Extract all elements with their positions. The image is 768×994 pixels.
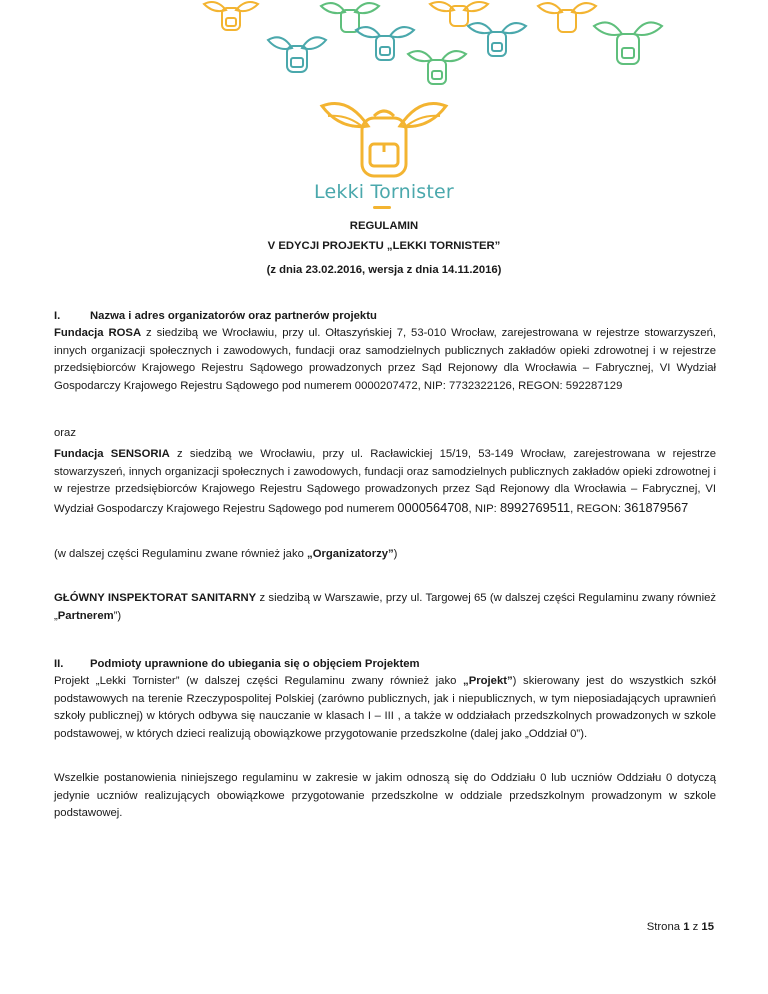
paragraph-org2 xyxy=(54,446,716,518)
section-number: II. xyxy=(54,658,64,670)
flying-backpack-icon xyxy=(196,0,266,40)
flying-backpack-icon xyxy=(462,16,532,72)
section-number: I. xyxy=(54,310,61,322)
section-heading xyxy=(54,658,420,670)
lekki-tornister-logo-icon xyxy=(318,100,450,184)
defined-term: „Organizatorzy” xyxy=(307,548,394,560)
section-title: Podmioty uprawnione do ubiegania się o objęciem Projektem xyxy=(90,658,420,670)
paragraph-partner xyxy=(54,590,716,625)
section-title: Nazwa i adres organizatorów oraz partnerów projektu xyxy=(90,310,377,322)
nip-number: 8992769511 xyxy=(499,499,571,515)
section-heading xyxy=(54,310,377,322)
paragraph-project xyxy=(54,673,716,743)
organizers-text: (w dalszej części Regulaminu zwane również jako xyxy=(54,548,308,560)
regon-label: , REGON: xyxy=(570,502,625,515)
krs-number: 0000564708 xyxy=(397,499,469,515)
org-description: z siedzibą we Wrocławiu, przy ul. Ołtaszyńskiej 7, 53-010 Wrocław, zarejestrowana w rejestrze stowarzyszeń, innych organizacji społecznych i zawodowych, fundacji oraz samodzielnych publicznych zakładów opieki zdrowotnej i w rejestrze przedsiębiorców Krajowego Rejestru Sądowego prowadzonych przez Sąd Rejonowy dla Wrocławia – Fabrycznej, VI Wydział Gospodarczy Krajowego Rejestru Sądowego pod numerem 0000207472, NIP: 7732322126, REGON: 592287129 xyxy=(54,327,716,392)
paragraph-org1 xyxy=(54,325,716,395)
nip-label: , NIP: xyxy=(468,502,500,515)
org-name: Fundacja SENSORIA xyxy=(54,448,170,460)
flying-backpack-icon xyxy=(588,14,668,80)
logo-wordmark: Lekki Tornister xyxy=(314,181,454,203)
total-pages: 15 xyxy=(701,921,714,933)
defined-term: Partnerem xyxy=(57,609,114,622)
page-number xyxy=(647,921,714,933)
page-label: Strona xyxy=(646,921,684,933)
paragraph-oddzial: Wszelkie postanowienia niniejszego regulaminu w zakresie w jakim odnoszą się do Oddziału 0 lub uczniów Oddziału 0 dotyczą jedynie uczniów realizujących obowiązkowe przygotowanie przedszkolne w oddziale przedszkolnym prowadzonym w szkole podstawowej. xyxy=(54,772,716,820)
document-date: (z dnia 23.02.2016, wersja z dnia 14.11.2016) xyxy=(266,264,502,276)
project-text: Projekt „Lekki Tornister” (w dalszej części Regulaminu zwany również jako xyxy=(54,675,464,687)
project-text-end: ) skierowany jest do wszystkich szkół podstawowych na terenie Rzeczypospolitej Polskiej (zarówno publicznych, jak i niepublicznych, w tym nieposiadających uprawnień szkoły publicznej) w których odbywa się nauczanie w klasach I – III , a także w oddziałach przedszkolnych prowadzonych w szkole podstawowej, w których dzieci realizują obowiązkowe przygotowanie przedszkolne (dalej jako „Oddział 0”). xyxy=(54,675,717,740)
document-title: REGULAMIN xyxy=(349,220,419,232)
page-separator: z xyxy=(689,921,702,933)
logo-underline xyxy=(373,206,391,209)
partner-text-end: ”) xyxy=(113,609,122,622)
organizers-text-end: ) xyxy=(393,548,398,560)
partner-description: z siedzibą w Warszawie, przy ul. Targowej 65 (w dalszej części Regulaminu zwany również „ xyxy=(54,592,717,622)
current-page: 1 xyxy=(683,921,690,933)
document-subtitle: V EDYCJI PROJEKTU „LEKKI TORNISTER” xyxy=(267,240,501,252)
regon-number: 361879567 xyxy=(624,499,689,515)
org-name: Fundacja ROSA xyxy=(54,327,142,339)
defined-term: „Projekt” xyxy=(463,675,513,687)
org-description: z siedzibą we Wrocławiu, przy ul. Racławickiej 15/19, 53-149 Wrocław, zarejestrowana w rejestrze stowarzyszeń, innych organizacji społecznych i zawodowych, fundacji oraz samodzielnych publicznych zakładów opieki zdrowotnej i w rejestrze przedsiębiorców Krajowego Rejestru Sądowego prowadzonych przez Sąd Rejonowy dla Wrocławia – Fabrycznej, VI Wydział Gospodarczy Krajowego Rejestru Sądowego pod numerem xyxy=(54,448,716,515)
paragraph-organizers xyxy=(54,546,716,564)
partner-name: GŁÓWNY INSPEKTORAT SANITARNY xyxy=(54,592,257,604)
paragraph-oraz: oraz xyxy=(54,427,76,439)
